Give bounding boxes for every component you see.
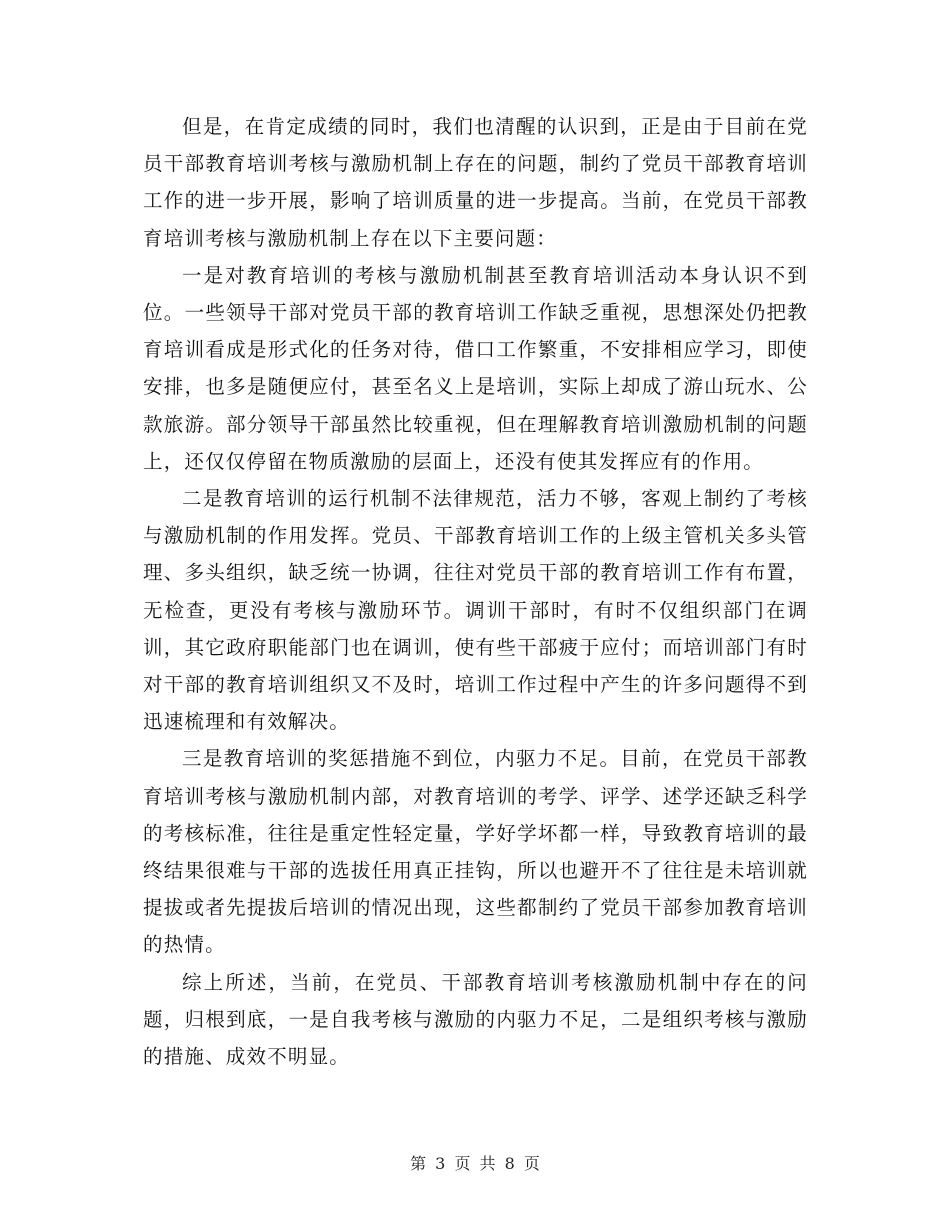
page-number-footer: 第 3 页 共 8 页 [410, 1154, 540, 1173]
document-body [143, 108, 808, 1075]
paragraph-problem-two: 二是教育培训的运行机制不法律规范，活力不够，客观上制约了考核与激励机制的作用发挥。党员、干部教育培训工作的上级主管机关多头管理、多头组织，缺乏统一协调，往往对党员干部的教育培训工作有布置，无检查，更没有考核与激励环节。调训干部时，有时不仅组织部门在调训，其它政府职能部门也在调训，使有些干部疲于应付；而培训部门有时对干部的教育培训组织又不及时，培训工作过程中产生的许多问题得不到迅速梳理和有效解决。 [143, 487, 808, 734]
paragraph-summary: 综上所述，当前，在党员、干部教育培训考核激励机制中存在的问题，归根到底，一是自我考核与激励的内驱力不足，二是组织考核与激励的措施、成效不明显。 [143, 970, 808, 1069]
paragraph-problem-three: 三是教育培训的奖惩措施不到位，内驱力不足。目前，在党员干部教育培训考核与激励机制内部，对教育培训的考学、评学、述学还缺乏科学的考核标准，往往是重定性轻定量，学好学坏都一样，导致教育培训的最终结果很难与干部的选拔任用真正挂钩，所以也避开不了往往是未培训就提拔或者先提拔后培训的情况出现，这些都制约了党员干部参加教育培训的热情。 [143, 747, 808, 957]
paragraph-intro: 但是，在肯定成绩的同时，我们也清醒的认识到，正是由于目前在党员干部教育培训考核与激励机制上存在的问题，制约了党员干部教育培训工作的进一步开展，影响了培训质量的进一步提高。当前，在党员干部教育培训考核与激励机制上存在以下主要问题： [143, 115, 808, 250]
paragraph-problem-one: 一是对教育培训的考核与激励机制甚至教育培训活动本身认识不到位。一些领导干部对党员干部的教育培训工作缺乏重视，思想深处仍把教育培训看成是形式化的任务对待，借口工作繁重，不安排相应学习，即使安排，也多是随便应付，甚至名义上是培训，实际上却成了游山玩水、公款旅游。部分领导干部虽然比较重视，但在理解教育培训激励机制的问题上，还仅仅停留在物质激励的层面上，还没有使其发挥应有的作用。 [143, 263, 808, 473]
